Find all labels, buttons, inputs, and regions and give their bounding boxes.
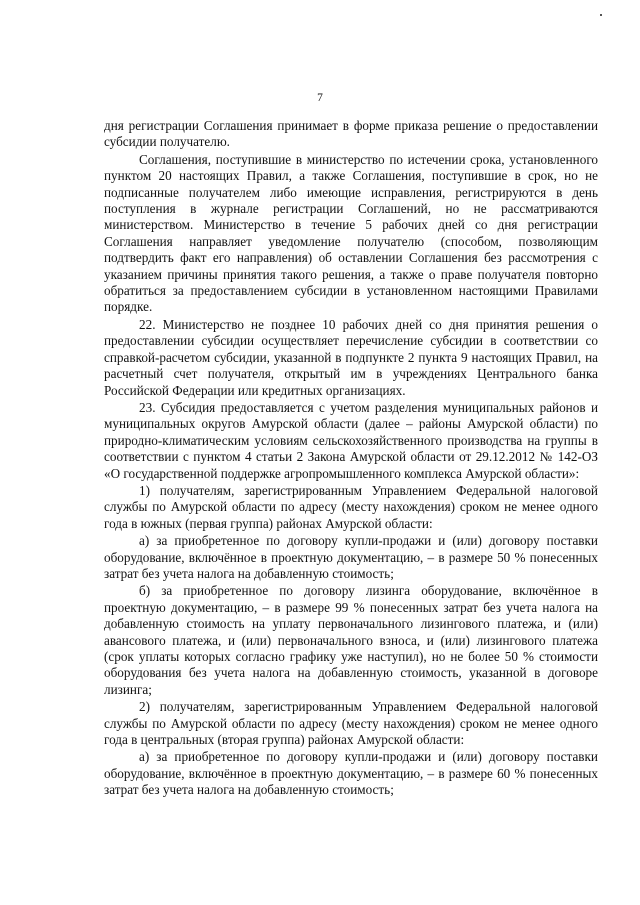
page-number: 7	[317, 92, 323, 104]
paragraph-23-item-1a: а) за приобретенное по договору купли-продажи и (или) договору поставки оборудование, включённое в проектную документацию, – в размере 50 % понесенных затрат без учета налога на добавленную стоимость;	[104, 533, 598, 581]
scan-speck	[600, 14, 602, 16]
paragraph-continuation: дня регистрации Соглашения принимает в форме приказа решение о предоставлении субсидии получателю.	[104, 118, 598, 150]
paragraph-23-item-1b: б) за приобретенное по договору лизинга оборудование, включённое в проектную документацию, – в размере 99 % понесенных затрат без учета налога на добавленную стоимость на уплату первоначального лизингового платежа, и (или) авансового платежа, и (или) первоначального взноса, и (или) лизингового платежа (срок уплаты которых согласно графику уже наступил), но не более 50 % стоимости оборудования без учета налога на добавленную стоимость, указанной в договоре лизинга;	[104, 583, 598, 697]
paragraph-23-item-2a: а) за приобретенное по договору купли-продажи и (или) договору поставки оборудование, включённое в проектную документацию, – в размере 60 % понесенных затрат без учета налога на добавленную стоимость;	[104, 749, 598, 798]
paragraph-23-item-1: 1) получателям, зарегистрированным Управлением Федеральной налоговой службы по Амурской области по адресу (месту нахождения) сроком не менее одного года в южных (первая группа) районах Амурской области:	[104, 482, 598, 531]
document-body	[104, 118, 598, 799]
paragraph-23: 23. Субсидия предоставляется с учетом разделения муниципальных районов и муниципальных округов Амурской области (далее – районы Амурской области) по природно-климатическим условиям сельскохозяйственного производства на группы в соответствии с пунктом 4 статьи 2 Закона Амурской области от 29.12.2012 № 142-ОЗ «О государственной поддержке агропромышленного комплекса Амурской области»:	[104, 399, 598, 481]
paragraph-23-item-2: 2) получателям, зарегистрированным Управлением Федеральной налоговой службы по Амурской области по адресу (месту нахождения) сроком не менее одного года в центральных (вторая группа) районах Амурской области:	[104, 699, 598, 748]
paragraph-22: 22. Министерство не позднее 10 рабочих дней со дня принятия решения о предоставлении субсидии осуществляет перечисление субсидии в соответствии со справкой-расчетом субсидии, указанной в подпункте 2 пункта 9 настоящих Правил, на расчетный счет получателя, открытый им в учреждениях Центрального банка Российской Федерации или кредитных организациях.	[104, 316, 598, 398]
paragraph-agreements: Соглашения, поступившие в министерство по истечении срока, установленного пунктом 20 настоящих Правил, а также Соглашения, поступившие в срок, но не подписанные получателем либо имеющие исправления, регистрируются в день поступления в журнале регистрации Соглашений, но не рассматриваются министерством. Министерство в течение 5 рабочих дней со дня регистрации Соглашения направляет уведомление получателю (способом, позволяющим подтвердить факт его направления) об оставлении Соглашения без рассмотрения с указанием причины принятия такого решения, а также о праве получателя повторно обратиться за предоставлением субсидии в установленном настоящими Правилами порядке.	[104, 151, 598, 315]
